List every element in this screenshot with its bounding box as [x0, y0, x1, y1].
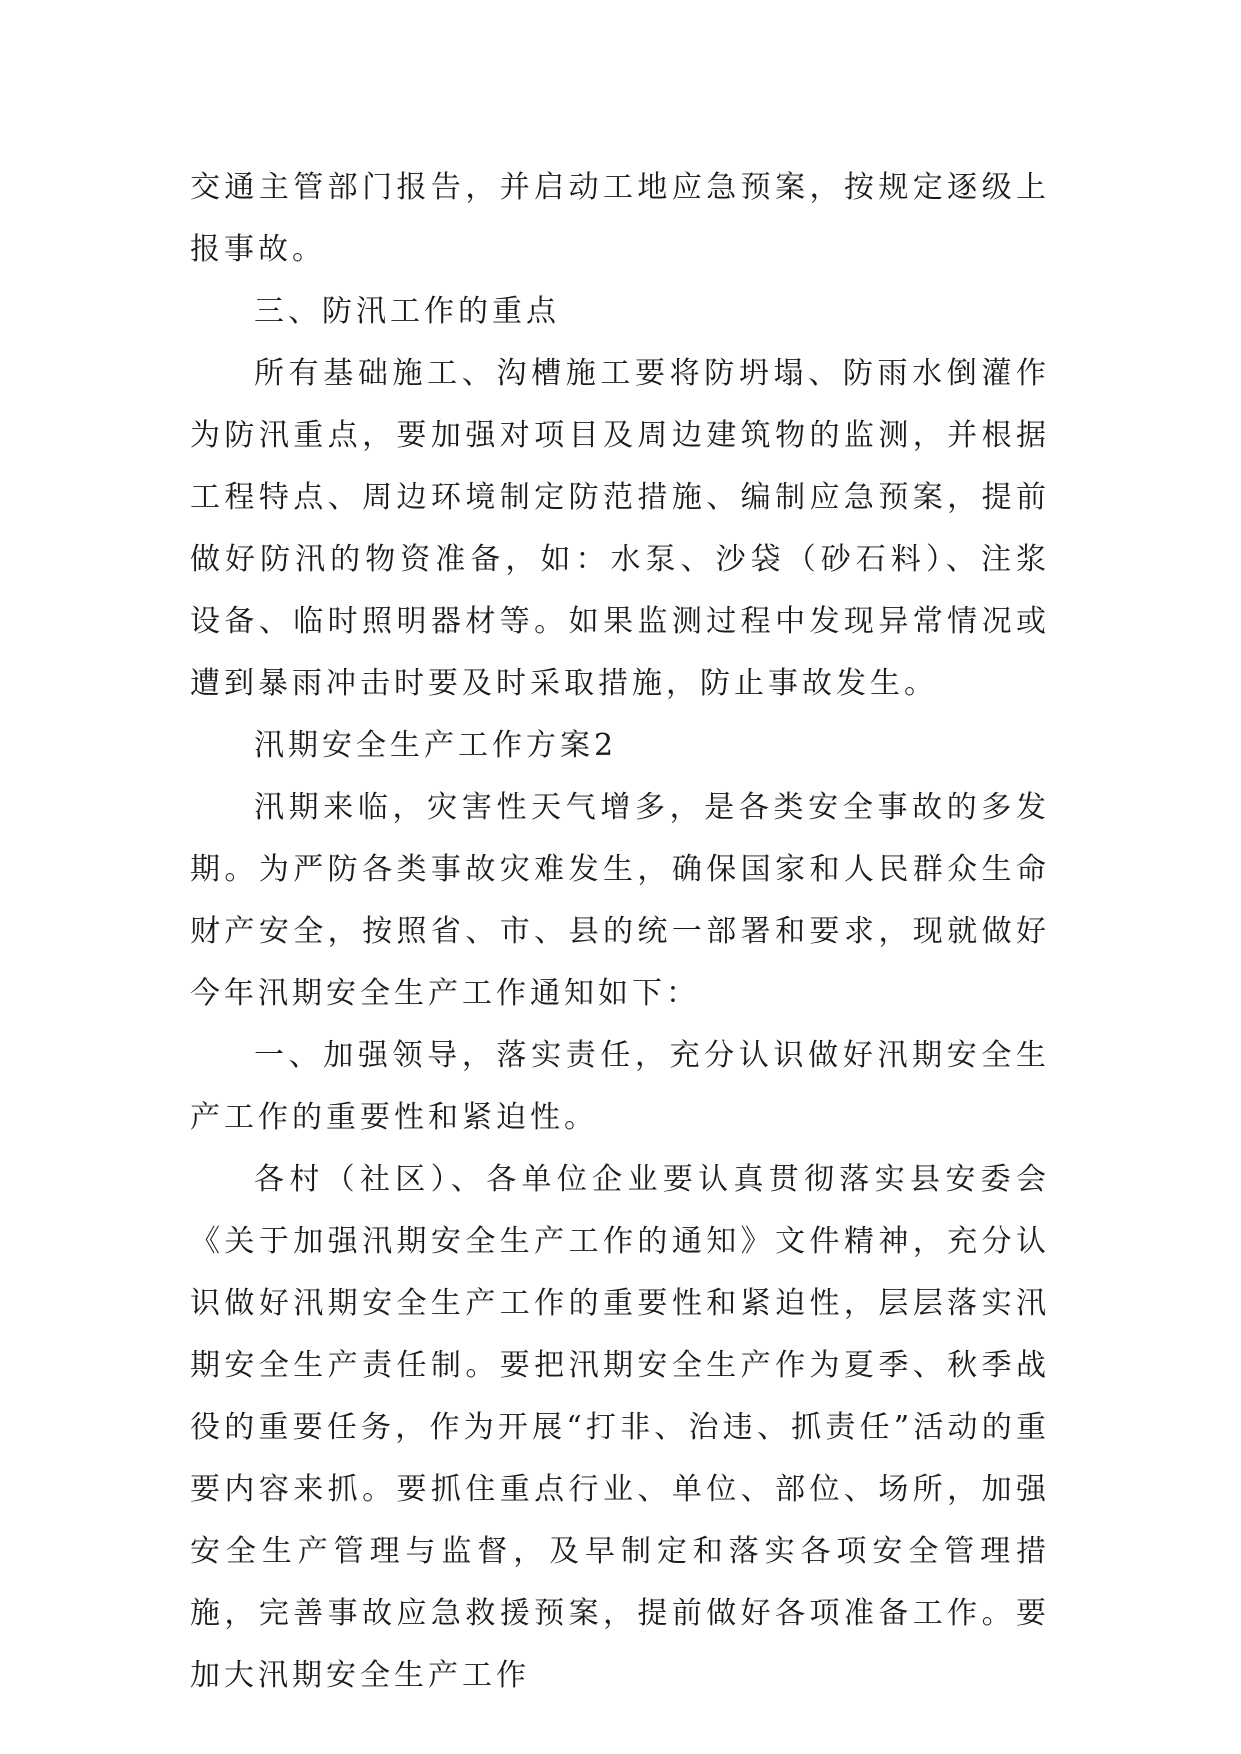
- paragraph-leadership: 各村（社区）、各单位企业要认真贯彻落实县安委会《关于加强汛期安全生产工作的通知》文件精神，充分认识做好汛期安全生产工作的重要性和紧迫性，层层落实汛期安全生产责任制。要把汛期安全生产作为夏季、秋季战役的重要任务，作为开展“打非、治违、抓责任”活动的重要内容来抓。要抓住重点行业、单位、部位、场所，加强安全生产管理与监督，及早制定和落实各项安全管理措施，完善事故应急救援预案，提前做好各项准备工作。要加大汛期安全生产工作: [190, 1162, 1050, 1693]
- paragraph-intro: 汛期来临，灾害性天气增多，是各类安全事故的多发期。为严防各类事故灾难发生，确保国家和人民群众生命财产安全，按照省、市、县的统一部署和要求，现就做好今年汛期安全生产工作通知如下：: [190, 790, 1050, 1011]
- section-heading-flood-focus: 三、防汛工作的重点: [254, 294, 560, 329]
- paragraph-continuation: 交通主管部门报告，并启动工地应急预案，按规定逐级上报事故。: [190, 170, 1050, 267]
- paragraph-flood-focus: 所有基础施工、沟槽施工要将防坍塌、防雨水倒灌作为防汛重点，要加强对项目及周边建筑物的监测，并根据工程特点、周边环境制定防范措施、编制应急预案，提前做好防汛的物资准备，如：水泵、沙袋（砂石料）、注浆设备、临时照明器材等。如果监测过程中发现异常情况或遭到暴雨冲击时要及时采取措施，防止事故发生。: [190, 356, 1050, 701]
- document-title-plan-2: 汛期安全生产工作方案2: [254, 728, 618, 763]
- section-heading-leadership: 一、加强领导，落实责任，充分认识做好汛期安全生产工作的重要性和紧迫性。: [190, 1038, 1050, 1135]
- document-body: [190, 157, 1050, 1707]
